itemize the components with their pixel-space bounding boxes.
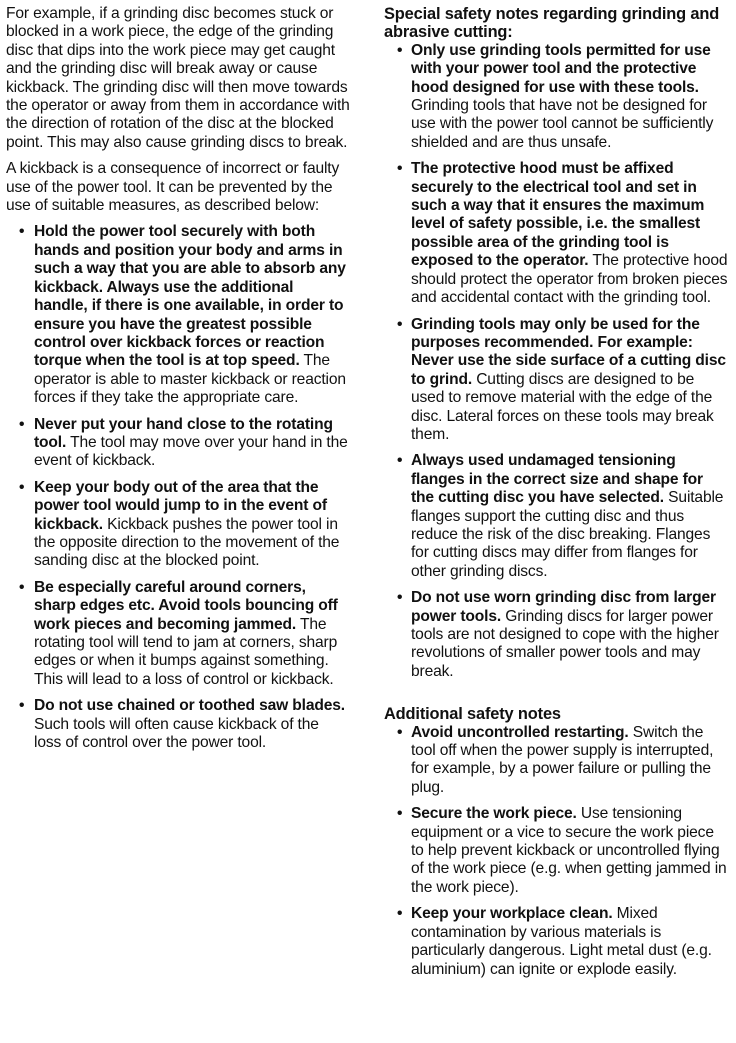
list-item [384, 316, 730, 445]
left-column [6, 5, 350, 760]
list-item [6, 579, 350, 689]
list-item-bold: Only use grinding tools permitted for use with your power tool and the protective hood designed for use with these tools. [411, 41, 711, 96]
list-item-bold: The protective hood must be affixed securely to the electrical tool and set in such a way that it ensures the maximum level of safety possible, i.e. the smallest possible area of the grinding tool is exposed to the operator. [411, 160, 705, 270]
list-item-text: Mixed contamination by various materials is particularly dangerous. Light metal dust (e.g. aluminium) can ignite or explode easily. [411, 905, 712, 978]
list-item-text: Such tools will often cause kickback of the loss of control over the power tool. [34, 715, 319, 752]
bullet-icon: • [397, 905, 403, 923]
list-item-bold: Keep your workplace clean. [411, 905, 613, 923]
bullet-icon: • [397, 41, 403, 59]
list-item [6, 697, 350, 752]
bullet-icon: • [19, 697, 25, 715]
list-item [384, 805, 730, 897]
list-item-text: The rotating tool will tend to jam at corners, sharp edges or when it bumps against something. This will lead to a loss of control or kickback. [34, 615, 338, 688]
list-item [384, 589, 730, 681]
list-item-bold: Never put your hand close to the rotating tool. [34, 415, 333, 451]
list-item-bold: Be especially careful around corners, sharp edges etc. Avoid tools bouncing off work pieces and becoming jammed. [34, 578, 338, 633]
list-item-bold: Do not use worn grinding disc from larger power tools. [411, 589, 716, 625]
list-item-text: Kickback pushes the power tool in the opposite direction to the movement of the sanding disc at the blocked point. [34, 515, 340, 570]
list-item-text: The operator is able to master kickback or reaction forces if they take the appropriate care. [34, 352, 346, 407]
list-item [384, 724, 730, 798]
list-item [6, 223, 350, 407]
right-column [384, 5, 730, 987]
list-item-bold: Hold the power tool securely with both hands and position your body and arms in such a way that you are able to absorb any kickback. Always use the additional handle, if there is one available, in order to ensure you have the greatest possible control over kickback forces or reaction torque when the tool is at top speed. [34, 223, 346, 370]
list-item-bold: Grinding tools may only be used for the purposes recommended. For example: Never use the side surface of a cutting disc to grind. [411, 315, 726, 388]
list-item [384, 160, 730, 307]
bullet-icon: • [19, 578, 25, 596]
list-item-bold: Always used undamaged tensioning flanges in the correct size and shape for the cutting disc you have selected. [411, 452, 703, 507]
list-item [6, 416, 350, 471]
paragraph-kickback-example: For example, if a grinding disc becomes stuck or blocked in a work piece, the edge of the grinding disc that dips into the work piece may get caught and the grinding disc will break away or cause kickback. The grinding disc will then move towards the operator or away from them in accordance with the direction of rotation of the disc at the blocked point. This may also cause grinding discs to break. [6, 5, 350, 151]
section-heading-additional: Additional safety notes [384, 705, 561, 724]
list-item-text: The tool may move over your hand in the event of kickback. [34, 433, 348, 470]
section-heading-grinding: Special safety notes regarding grinding and abrasive cutting: [384, 5, 720, 42]
bullet-icon: • [397, 723, 403, 741]
list-item [384, 452, 730, 581]
grinding-notes-list [384, 42, 730, 681]
additional-notes-list [384, 724, 730, 979]
paragraph-kickback-definition: A kickback is a consequence of incorrect or faulty use of the power tool. It can be prevented by the use of suitable measures, as described below: [6, 160, 340, 215]
list-item-text: Suitable flanges support the cutting disc and thus reduce the risk of the disc breaking. Flanges for cutting discs may differ from flanges for other grinding discs. [411, 489, 724, 580]
list-item [384, 905, 730, 979]
bullet-icon: • [19, 415, 25, 433]
list-item-text: Grinding tools that have not be designed for use with the power tool cannot be sufficiently shielded and are thus unsafe. [411, 97, 714, 151]
list-item-text: Cutting discs are designed to be used to remove material with the edge of the disc. Lateral forces on these tools may break them. [411, 370, 714, 443]
list-item-bold: Avoid uncontrolled restarting. [411, 723, 629, 741]
list-item-text: Grinding discs for larger power tools are not designed to cope with the higher revolutions of smaller power tools and may break. [411, 607, 719, 680]
list-item [384, 42, 730, 152]
bullet-icon: • [397, 805, 403, 823]
list-item-bold: Secure the work piece. [411, 805, 577, 823]
list-item-text: Use tensioning equipment or a vice to secure the work piece to help prevent kickback or uncontrolled flying of the work piece (e.g. when getting jammed in the work piece). [411, 805, 727, 896]
list-item-text: Switch the tool off when the power supply is interrupted, for example, by a power failure or pulling the plug. [411, 723, 714, 796]
list-item-bold: Keep your body out of the area that the power tool would jump to in the event of kickback. [34, 478, 327, 533]
bullet-icon: • [397, 315, 403, 333]
kickback-measures-list [6, 223, 350, 752]
bullet-icon: • [19, 223, 25, 241]
list-item [6, 479, 350, 571]
list-item-bold: Do not use chained or toothed saw blades. [34, 697, 345, 715]
list-item-text: The protective hood should protect the operator from broken pieces and accidental contact with the grinding tool. [411, 252, 728, 307]
bullet-icon: • [397, 589, 403, 607]
bullet-icon: • [397, 452, 403, 470]
bullet-icon: • [19, 478, 25, 496]
bullet-icon: • [397, 160, 403, 178]
